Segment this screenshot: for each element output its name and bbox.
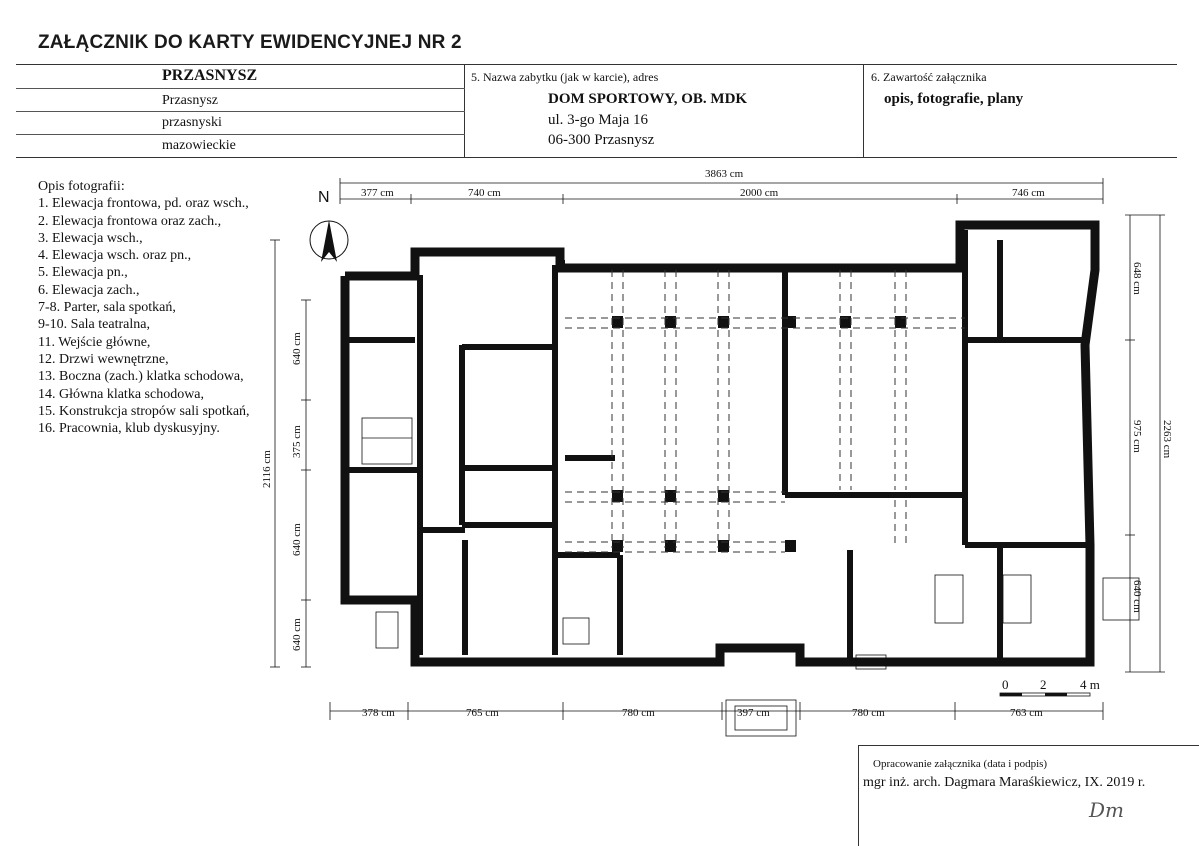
location-voivodeship: mazowieckie [162, 138, 236, 153]
monument-street: ul. 3-go Maja 16 [548, 112, 648, 128]
photo-list-item: 4. Elewacja wsch. oraz pn., [38, 248, 192, 264]
location-town: Przasnysz [162, 93, 218, 108]
photo-list-heading: Opis fotografii: [38, 179, 125, 194]
dim-right: 648 cm [1131, 262, 1143, 295]
dim-top: 746 cm [1012, 187, 1045, 199]
scale-label: 0 [1002, 677, 1009, 692]
monument-name: DOM SPORTOWY, OB. MDK [548, 91, 748, 107]
dim-left: 640 cm [291, 523, 303, 556]
monument-postal: 06-300 Przasnysz [548, 132, 655, 148]
contents-label: 6. Zawartość załącznika [871, 70, 987, 84]
dim-left: 640 cm [291, 332, 303, 365]
dim-top: 2000 cm [740, 187, 779, 199]
photo-list-item: 6. Elewacja zach., [38, 282, 140, 298]
north-label: N [318, 189, 330, 206]
dim-top: 740 cm [468, 187, 501, 199]
dim-bottom: 763 cm [1010, 707, 1043, 719]
scale-label: 4 m [1080, 677, 1100, 692]
photo-list-item: 9-10. Sala teatralna, [38, 317, 150, 333]
dim-bottom: 780 cm [622, 707, 655, 719]
dim-bottom: 397 cm [737, 707, 770, 719]
dim-bottom: 765 cm [466, 707, 499, 719]
scale-bar-icon [1000, 693, 1090, 696]
photo-list-item: 13. Boczna (zach.) klatka schodowa, [38, 369, 244, 385]
photo-list-item: 16. Pracownia, klub dyskusyjny. [38, 421, 220, 437]
footer-box [858, 745, 1199, 846]
location-county: przasnyski [162, 115, 222, 130]
location-city: PRZASNYSZ [162, 67, 258, 84]
preparation-author: mgr inż. arch. Dagmara Maraśkiewicz, IX. 2019 r. [863, 775, 1146, 790]
dim-bottom: 378 cm [362, 707, 395, 719]
dim-left: 640 cm [291, 618, 303, 651]
photo-list-item: 7-8. Parter, sala spotkań, [38, 300, 176, 316]
contents-value: opis, fotografie, plany [884, 91, 1024, 107]
photo-list-item: 2. Elewacja frontowa oraz zach., [38, 213, 222, 229]
photo-list-item: 15. Konstrukcja stropów sali spotkań, [38, 403, 250, 419]
signature: Dm [1089, 798, 1124, 822]
photo-list-item: 3. Elewacja wsch., [38, 230, 143, 246]
dim-right-total: 2263 cm [1161, 420, 1173, 459]
photo-list-item: 12. Drzwi wewnętrzne, [38, 351, 169, 367]
photo-list-item: 1. Elewacja frontowa, pd. oraz wsch., [38, 196, 249, 212]
dim-left: 375 cm [291, 425, 303, 458]
page-title: ZAŁĄCZNIK DO KARTY EWIDENCYJNEJ NR 2 [38, 32, 462, 53]
photo-list-item: 14. Główna klatka schodowa, [38, 386, 205, 402]
dim-top-total: 3863 cm [705, 168, 744, 180]
dim-right: 640 cm [1131, 580, 1143, 613]
photo-list-item: 5. Elewacja pn., [38, 265, 128, 281]
monument-label: 5. Nazwa zabytku (jak w karcie), adres [471, 70, 659, 84]
preparation-label: Opracowanie załącznika (data i podpis) [873, 758, 1048, 770]
north-arrow-icon [310, 220, 348, 262]
photo-list-item: 11. Wejście główne, [38, 334, 151, 350]
scale-label: 2 [1040, 677, 1047, 692]
dim-top: 377 cm [361, 187, 394, 199]
dim-right: 975 cm [1131, 420, 1143, 453]
dim-bottom: 780 cm [852, 707, 885, 719]
dim-left-total: 2116 cm [261, 450, 273, 488]
